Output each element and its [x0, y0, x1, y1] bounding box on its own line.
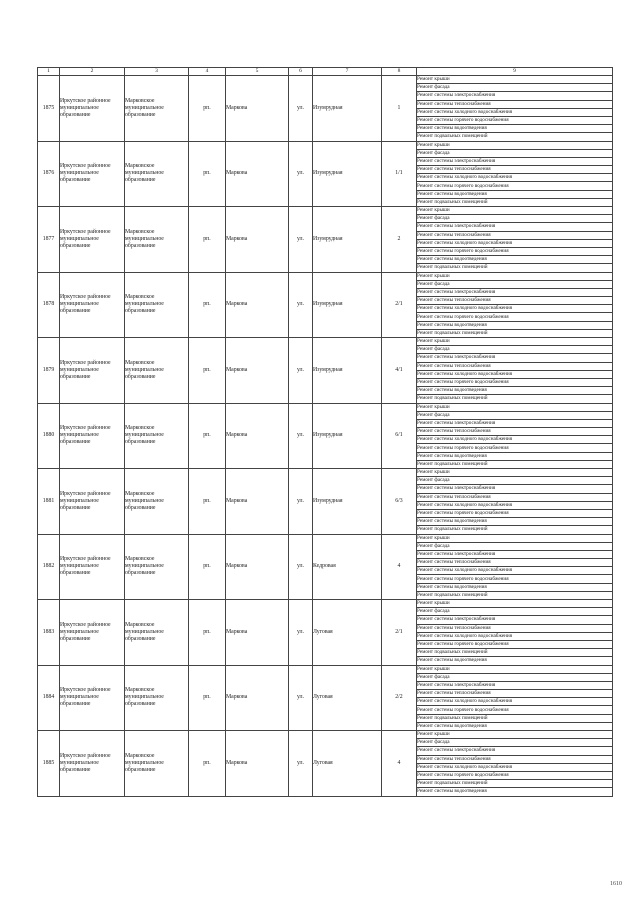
street-type: ул. — [289, 403, 313, 469]
district-name: Иркутское районное муниципальное образование — [60, 338, 125, 404]
header-col-9: 9 — [417, 68, 613, 76]
repair-work-item: Ремонт системы теплоснабжения — [417, 231, 613, 239]
repair-work-item: Ремонт фасада — [417, 608, 613, 616]
repair-work-item: Ремонт подвальных помещений — [417, 198, 613, 206]
street-name: Луговая — [313, 731, 382, 797]
house-number: 4 — [382, 731, 417, 797]
table-row — [38, 665, 613, 673]
table-row — [38, 207, 613, 215]
repair-work-item: Ремонт системы водоотведения — [417, 125, 613, 133]
repair-work-item: Ремонт системы холодного водоснабжения — [417, 436, 613, 444]
settlement-type: рп. — [189, 76, 226, 142]
repair-work-item: Ремонт системы холодного водоснабжения — [417, 763, 613, 771]
repair-work-item: Ремонт системы горячего водоснабжения — [417, 378, 613, 386]
district-name: Иркутское районное муниципальное образование — [60, 469, 125, 535]
table-row — [38, 272, 613, 280]
settlement-name: Маркова — [226, 141, 289, 207]
municipality-name: Марковское муниципальное образование — [125, 665, 189, 731]
municipality-name: Марковское муниципальное образование — [125, 731, 189, 797]
repair-work-item: Ремонт подвальных помещений — [417, 395, 613, 403]
row-number: 1884 — [38, 665, 60, 731]
repair-work-item: Ремонт системы электроснабжения — [417, 223, 613, 231]
repair-work-item: Ремонт фасада — [417, 280, 613, 288]
repair-program-table — [37, 67, 613, 797]
house-number: 1/1 — [382, 141, 417, 207]
repair-work-item: Ремонт системы холодного водоснабжения — [417, 632, 613, 640]
settlement-type: рп. — [189, 665, 226, 731]
municipality-name: Марковское муниципальное образование — [125, 534, 189, 600]
street-type: ул. — [289, 731, 313, 797]
repair-work-item: Ремонт системы холодного водоснабжения — [417, 239, 613, 247]
repair-work-item: Ремонт системы теплоснабжения — [417, 624, 613, 632]
header-col-3: 3 — [125, 68, 189, 76]
repair-work-item: Ремонт системы горячего водоснабжения — [417, 116, 613, 124]
municipality-name: Марковское муниципальное образование — [125, 403, 189, 469]
repair-work-item: Ремонт системы водоотведения — [417, 321, 613, 329]
repair-work-item: Ремонт подвальных помещений — [417, 780, 613, 788]
repair-work-item: Ремонт системы холодного водоснабжения — [417, 370, 613, 378]
district-name: Иркутское районное муниципальное образование — [60, 731, 125, 797]
street-name: Изумрудная — [313, 338, 382, 404]
repair-work-item: Ремонт системы водоотведения — [417, 256, 613, 264]
street-type: ул. — [289, 534, 313, 600]
repair-work-item: Ремонт системы теплоснабжения — [417, 690, 613, 698]
repair-work-item: Ремонт подвальных помещений — [417, 329, 613, 337]
page-number: 1610 — [610, 881, 622, 887]
repair-work-item: Ремонт системы водоотведения — [417, 722, 613, 730]
house-number: 2 — [382, 207, 417, 273]
repair-work-item: Ремонт системы теплоснабжения — [417, 755, 613, 763]
table-row — [38, 338, 613, 346]
repair-work-item: Ремонт подвальных помещений — [417, 264, 613, 272]
repair-work-item: Ремонт системы холодного водоснабжения — [417, 567, 613, 575]
repair-work-item: Ремонт системы холодного водоснабжения — [417, 698, 613, 706]
municipality-name: Марковское муниципальное образование — [125, 207, 189, 273]
table-row — [38, 76, 613, 84]
repair-work-item: Ремонт системы электроснабжения — [417, 681, 613, 689]
settlement-type: рп. — [189, 207, 226, 273]
repair-work-item: Ремонт фасада — [417, 346, 613, 354]
repair-work-item: Ремонт системы теплоснабжения — [417, 493, 613, 501]
municipality-name: Марковское муниципальное образование — [125, 141, 189, 207]
settlement-name: Маркова — [226, 731, 289, 797]
repair-work-item: Ремонт системы водоотведения — [417, 452, 613, 460]
street-name: Изумрудная — [313, 207, 382, 273]
repair-work-item: Ремонт системы горячего водоснабжения — [417, 771, 613, 779]
repair-work-item: Ремонт подвальных помещений — [417, 649, 613, 657]
repair-work-item: Ремонт крыши — [417, 207, 613, 215]
street-name: Изумрудная — [313, 469, 382, 535]
repair-work-item: Ремонт крыши — [417, 403, 613, 411]
repair-work-item: Ремонт крыши — [417, 665, 613, 673]
house-number: 2/1 — [382, 600, 417, 666]
street-name: Изумрудная — [313, 272, 382, 338]
settlement-name: Маркова — [226, 272, 289, 338]
settlement-name: Маркова — [226, 207, 289, 273]
repair-work-item: Ремонт системы водоотведения — [417, 657, 613, 665]
repair-work-item: Ремонт крыши — [417, 76, 613, 84]
repair-work-item: Ремонт системы электроснабжения — [417, 288, 613, 296]
table-row — [38, 534, 613, 542]
repair-work-item: Ремонт фасада — [417, 411, 613, 419]
settlement-type: рп. — [189, 534, 226, 600]
street-type: ул. — [289, 665, 313, 731]
repair-work-item: Ремонт системы электроснабжения — [417, 354, 613, 362]
row-number: 1883 — [38, 600, 60, 666]
repair-work-item: Ремонт системы теплоснабжения — [417, 362, 613, 370]
district-name: Иркутское районное муниципальное образование — [60, 600, 125, 666]
repair-work-item: Ремонт системы холодного водоснабжения — [417, 174, 613, 182]
district-name: Иркутское районное муниципальное образование — [60, 403, 125, 469]
header-row — [38, 68, 613, 76]
repair-work-item: Ремонт системы горячего водоснабжения — [417, 247, 613, 255]
repair-work-item: Ремонт крыши — [417, 600, 613, 608]
repair-work-item: Ремонт фасада — [417, 477, 613, 485]
settlement-type: рп. — [189, 731, 226, 797]
row-number: 1877 — [38, 207, 60, 273]
table-row — [38, 403, 613, 411]
header-col-1: 1 — [38, 68, 60, 76]
repair-work-item: Ремонт системы электроснабжения — [417, 616, 613, 624]
settlement-name: Маркова — [226, 469, 289, 535]
district-name: Иркутское районное муниципальное образование — [60, 76, 125, 142]
row-number: 1879 — [38, 338, 60, 404]
table-row — [38, 600, 613, 608]
repair-work-item: Ремонт системы горячего водоснабжения — [417, 706, 613, 714]
repair-work-item: Ремонт системы теплоснабжения — [417, 428, 613, 436]
settlement-name: Маркова — [226, 338, 289, 404]
repair-work-item: Ремонт подвальных помещений — [417, 591, 613, 599]
repair-work-item: Ремонт системы водоотведения — [417, 583, 613, 591]
district-name: Иркутское районное муниципальное образование — [60, 207, 125, 273]
header-col-5: 5 — [226, 68, 289, 76]
repair-work-item: Ремонт системы электроснабжения — [417, 485, 613, 493]
row-number: 1881 — [38, 469, 60, 535]
repair-work-item: Ремонт системы теплоснабжения — [417, 297, 613, 305]
street-type: ул. — [289, 600, 313, 666]
municipality-name: Марковское муниципальное образование — [125, 469, 189, 535]
street-type: ул. — [289, 272, 313, 338]
repair-work-item: Ремонт фасада — [417, 739, 613, 747]
street-type: ул. — [289, 141, 313, 207]
house-number: 6/1 — [382, 403, 417, 469]
house-number: 2/2 — [382, 665, 417, 731]
repair-work-item: Ремонт системы горячего водоснабжения — [417, 444, 613, 452]
repair-work-item: Ремонт подвальных помещений — [417, 133, 613, 141]
repair-work-item: Ремонт системы теплоснабжения — [417, 559, 613, 567]
street-name: Кедровая — [313, 534, 382, 600]
repair-work-item: Ремонт фасада — [417, 149, 613, 157]
district-name: Иркутское районное муниципальное образование — [60, 534, 125, 600]
street-name: Изумрудная — [313, 141, 382, 207]
street-type: ул. — [289, 76, 313, 142]
repair-work-item: Ремонт системы электроснабжения — [417, 419, 613, 427]
repair-work-item: Ремонт фасада — [417, 215, 613, 223]
settlement-name: Маркова — [226, 76, 289, 142]
repair-work-item: Ремонт системы водоотведения — [417, 518, 613, 526]
repair-work-item: Ремонт системы водоотведения — [417, 788, 613, 796]
repair-work-item: Ремонт фасада — [417, 542, 613, 550]
municipality-name: Марковское муниципальное образование — [125, 600, 189, 666]
street-type: ул. — [289, 469, 313, 535]
repair-work-item: Ремонт системы водоотведения — [417, 190, 613, 198]
repair-work-item: Ремонт системы теплоснабжения — [417, 166, 613, 174]
repair-work-item: Ремонт системы электроснабжения — [417, 747, 613, 755]
row-number: 1880 — [38, 403, 60, 469]
repair-work-item: Ремонт крыши — [417, 272, 613, 280]
settlement-type: рп. — [189, 272, 226, 338]
district-name: Иркутское районное муниципальное образование — [60, 141, 125, 207]
street-name: Луговая — [313, 600, 382, 666]
settlement-name: Маркова — [226, 534, 289, 600]
house-number: 4/1 — [382, 338, 417, 404]
repair-work-item: Ремонт фасада — [417, 84, 613, 92]
table-body — [38, 76, 613, 797]
repair-work-item: Ремонт крыши — [417, 534, 613, 542]
header-col-8: 8 — [382, 68, 417, 76]
settlement-type: рп. — [189, 403, 226, 469]
table-row — [38, 731, 613, 739]
repair-work-item: Ремонт системы холодного водоснабжения — [417, 305, 613, 313]
settlement-type: рп. — [189, 338, 226, 404]
repair-work-item: Ремонт системы горячего водоснабжения — [417, 575, 613, 583]
header-col-7: 7 — [313, 68, 382, 76]
settlement-name: Маркова — [226, 600, 289, 666]
repair-work-item: Ремонт подвальных помещений — [417, 714, 613, 722]
repair-work-item: Ремонт подвальных помещений — [417, 460, 613, 468]
house-number: 2/1 — [382, 272, 417, 338]
row-number: 1885 — [38, 731, 60, 797]
street-name: Луговая — [313, 665, 382, 731]
house-number: 4 — [382, 534, 417, 600]
repair-work-item: Ремонт крыши — [417, 338, 613, 346]
repair-work-item: Ремонт системы теплоснабжения — [417, 100, 613, 108]
street-type: ул. — [289, 207, 313, 273]
settlement-type: рп. — [189, 141, 226, 207]
settlement-type: рп. — [189, 600, 226, 666]
district-name: Иркутское районное муниципальное образование — [60, 272, 125, 338]
street-type: ул. — [289, 338, 313, 404]
row-number: 1882 — [38, 534, 60, 600]
house-number: 6/3 — [382, 469, 417, 535]
repair-work-item: Ремонт системы электроснабжения — [417, 157, 613, 165]
header-col-6: 6 — [289, 68, 313, 76]
repair-work-item: Ремонт системы электроснабжения — [417, 92, 613, 100]
street-name: Изумрудная — [313, 403, 382, 469]
settlement-type: рп. — [189, 469, 226, 535]
repair-work-item: Ремонт фасада — [417, 673, 613, 681]
repair-work-item: Ремонт системы холодного водоснабжения — [417, 108, 613, 116]
repair-work-item: Ремонт системы водоотведения — [417, 387, 613, 395]
repair-work-item: Ремонт системы электроснабжения — [417, 550, 613, 558]
header-col-2: 2 — [60, 68, 125, 76]
row-number: 1876 — [38, 141, 60, 207]
repair-work-item: Ремонт системы холодного водоснабжения — [417, 501, 613, 509]
table-row — [38, 141, 613, 149]
repair-work-item: Ремонт системы горячего водоснабжения — [417, 640, 613, 648]
district-name: Иркутское районное муниципальное образование — [60, 665, 125, 731]
municipality-name: Марковское муниципальное образование — [125, 272, 189, 338]
house-number: 1 — [382, 76, 417, 142]
repair-work-item: Ремонт подвальных помещений — [417, 526, 613, 534]
municipality-name: Марковское муниципальное образование — [125, 76, 189, 142]
repair-work-item: Ремонт системы горячего водоснабжения — [417, 509, 613, 517]
repair-work-item: Ремонт системы горячего водоснабжения — [417, 182, 613, 190]
header-col-4: 4 — [189, 68, 226, 76]
repair-work-item: Ремонт крыши — [417, 731, 613, 739]
repair-work-item: Ремонт крыши — [417, 469, 613, 477]
table-row — [38, 469, 613, 477]
settlement-name: Маркова — [226, 665, 289, 731]
row-number: 1878 — [38, 272, 60, 338]
settlement-name: Маркова — [226, 403, 289, 469]
repair-work-item: Ремонт системы горячего водоснабжения — [417, 313, 613, 321]
street-name: Изумрудная — [313, 76, 382, 142]
row-number: 1875 — [38, 76, 60, 142]
repair-work-item: Ремонт крыши — [417, 141, 613, 149]
municipality-name: Марковское муниципальное образование — [125, 338, 189, 404]
